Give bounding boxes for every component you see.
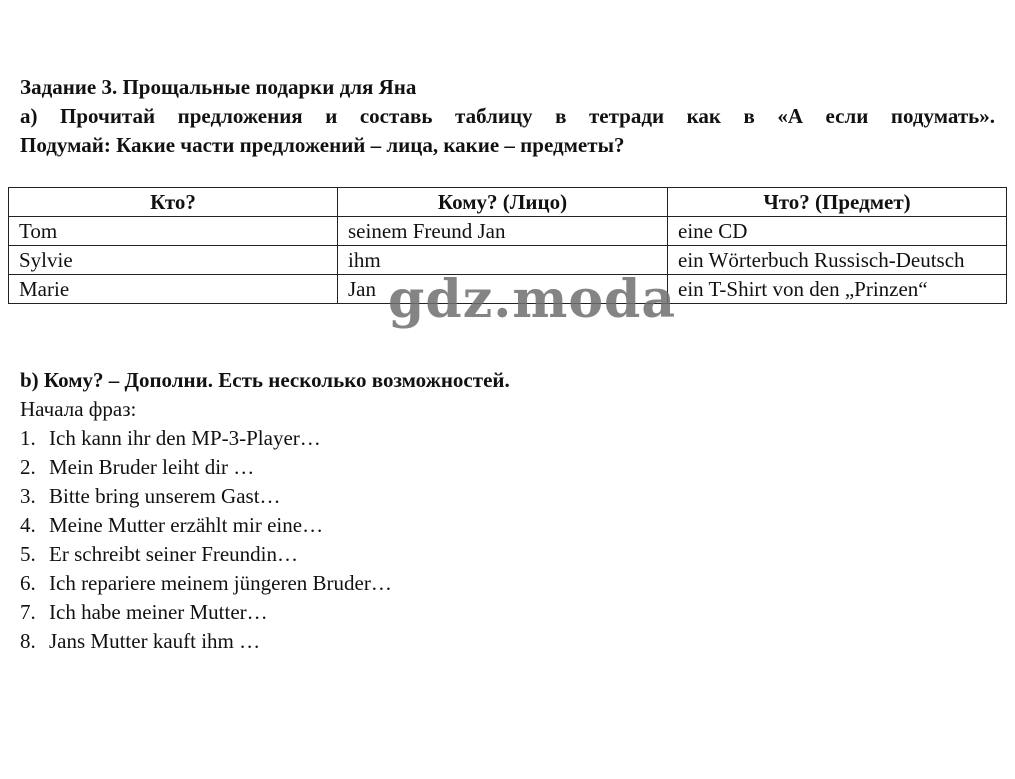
part-b-intro: Начала фраз: [20,397,137,421]
part-b-section [20,366,995,656]
task-header [20,73,995,160]
table-cell-to-whom: seinem Freund Jan [338,217,668,246]
list-item-number: 7. [20,600,36,624]
list-item-text: Jans Mutter kauft ihm … [49,629,261,653]
list-item-text: Ich repariere meinem jüngeren Bruder… [49,571,392,595]
list-item-number: 8. [20,629,36,653]
list-item [20,569,995,598]
table-cell-what: ein T-Shirt von den „Prinzen“ [668,275,1007,304]
list-item-text: Mein Bruder leiht dir … [49,455,255,479]
table-header-row [9,188,1007,217]
task-part-a-instruction: а) Прочитай предложения и составь таблицу в тетради как в «А если подумать». [20,104,995,128]
table-cell-who: Sylvie [9,246,338,275]
watermark-logo: gdz.moda [388,269,677,330]
table-cell-what: ein Wörterbuch Russisch-Deutsch [668,246,1007,275]
list-item-number: 6. [20,571,36,595]
table-cell-who: Marie [9,275,338,304]
list-item-number: 3. [20,484,36,508]
list-item [20,511,995,540]
list-item [20,540,995,569]
list-item-text: Ich habe meiner Mutter… [49,600,268,624]
list-item-text: Meine Mutter erzählt mir eine… [49,513,324,537]
list-item [20,453,995,482]
list-item [20,424,995,453]
column-header-what: Что? (Предмет) [668,188,1007,217]
phrase-list [20,424,995,656]
table-cell-who: Tom [9,217,338,246]
table-row [9,217,1007,246]
list-item-text: Bitte bring unserem Gast… [49,484,281,508]
list-item-text: Ich kann ihr den MP-3-Player… [49,426,321,450]
list-item-number: 4. [20,513,36,537]
table-cell-what: eine CD [668,217,1007,246]
task-title: Задание 3. Прощальные подарки для Яна [20,75,417,99]
list-item-number: 1. [20,426,36,450]
list-item-number: 5. [20,542,36,566]
list-item-number: 2. [20,455,36,479]
part-b-title: b) Кому? – Дополни. Есть несколько возможностей. [20,368,510,392]
list-item [20,598,995,627]
column-header-who: Кто? [9,188,338,217]
table-cell-to-whom: ihm [338,246,668,275]
column-header-to-whom: Кому? (Лицо) [338,188,668,217]
task-part-a-question: Подумай: Какие части предложений – лица, какие – предметы? [20,133,625,157]
list-item [20,627,995,656]
list-item-text: Er schreibt seiner Freundin… [49,542,299,566]
list-item [20,482,995,511]
table-cell-to-whom: Jan [338,275,668,304]
